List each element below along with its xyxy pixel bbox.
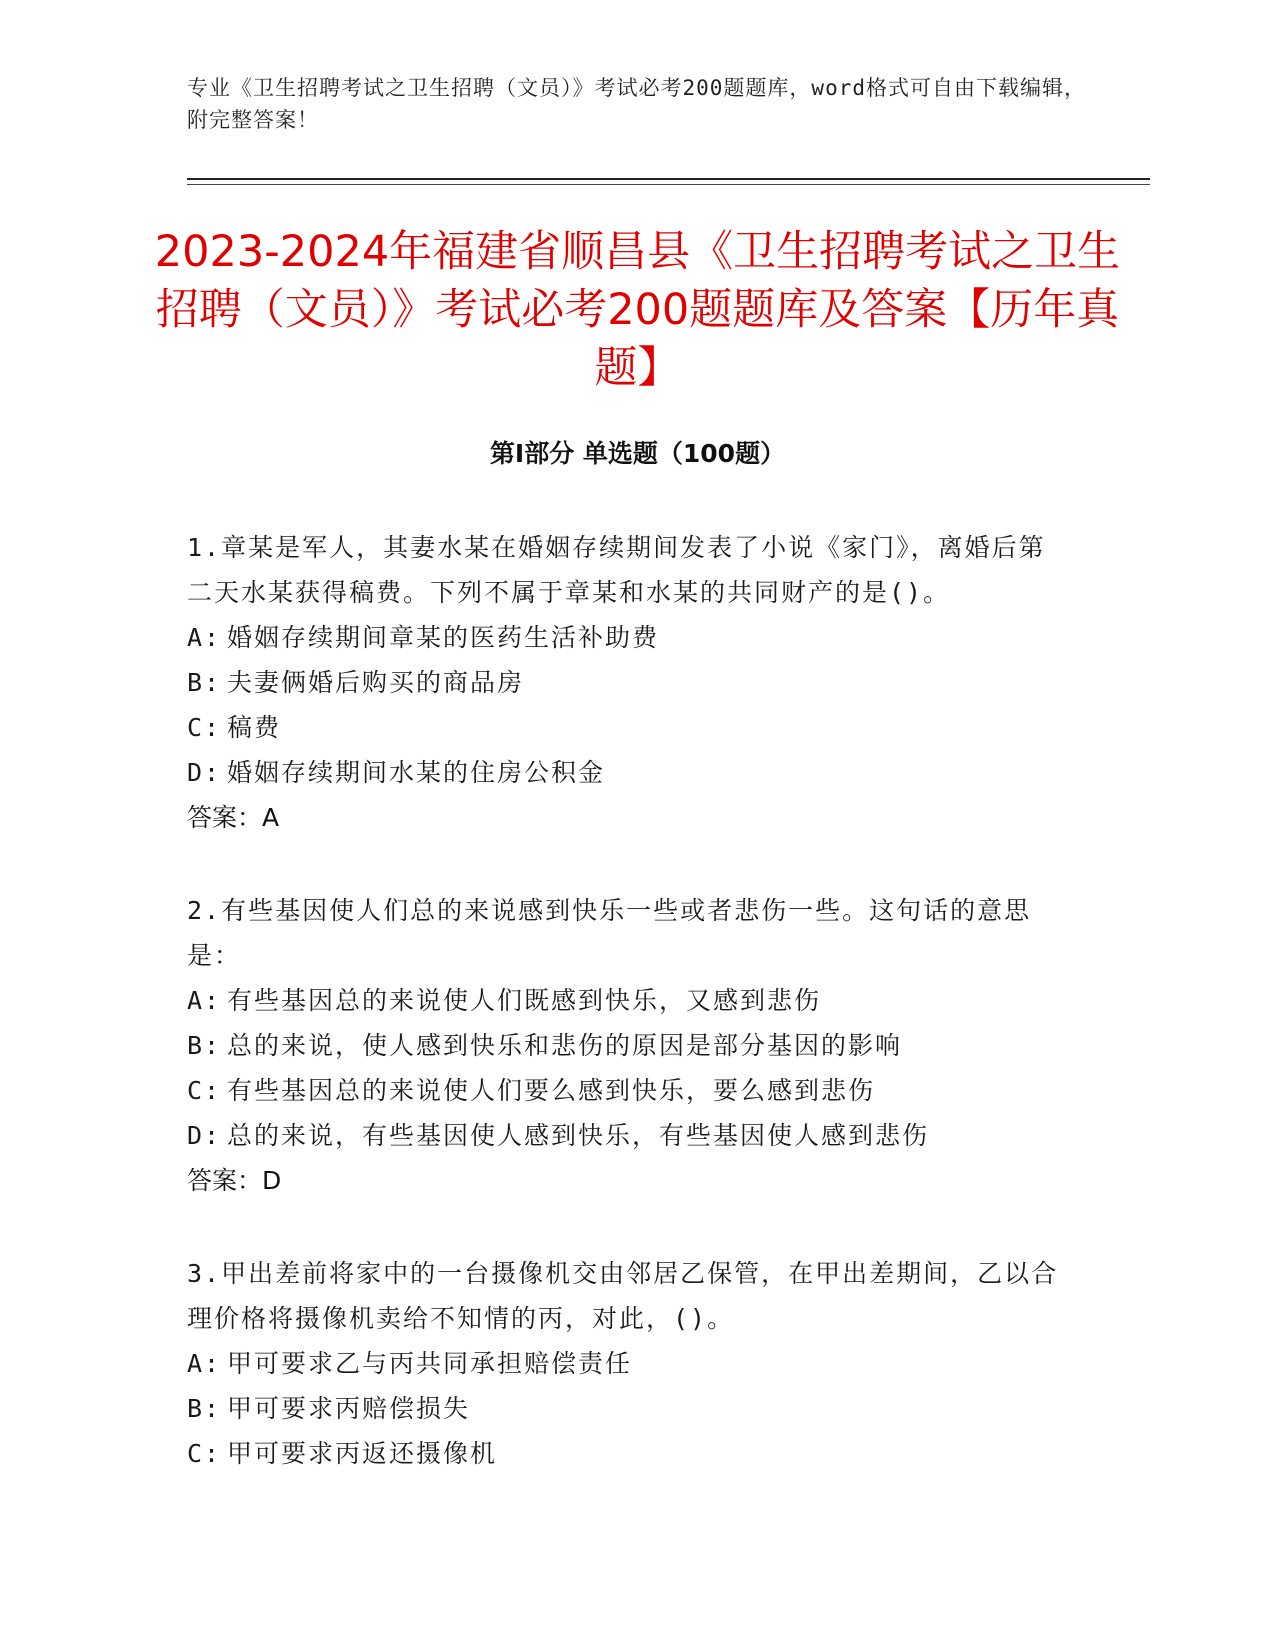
question-2: [187, 888, 1067, 1203]
option-b: [187, 1386, 1067, 1431]
option-key: C:: [187, 1439, 222, 1468]
answer-line: 答案：A: [187, 803, 280, 832]
header-divider-thick: [187, 178, 1150, 180]
option-key: D:: [187, 758, 222, 787]
option-key: B:: [187, 668, 222, 697]
question-1: [187, 525, 1067, 840]
option-key: A:: [187, 986, 222, 1015]
header-divider-thin: [187, 184, 1150, 185]
option-text: 甲可要求乙与丙共同承担赔偿责任: [227, 1349, 633, 1378]
question-stem: 3.甲出差前将家中的一台摄像机交由邻居乙保管，在甲出差期间，乙以合理价格将摄像机卖给不知情的丙，对此，()。: [187, 1259, 1059, 1333]
option-c: [187, 1068, 1067, 1113]
option-text: 甲可要求丙赔偿损失: [227, 1394, 471, 1423]
option-b: [187, 660, 1067, 705]
question-list: [187, 525, 1067, 1524]
option-key: C:: [187, 713, 222, 742]
option-text: 甲可要求丙返还摄像机: [227, 1439, 498, 1468]
option-text: 总的来说，有些基因使人感到快乐，有些基因使人感到悲伤: [227, 1121, 930, 1150]
option-text: 总的来说，使人感到快乐和悲伤的原因是部分基因的影响: [227, 1031, 903, 1060]
section-title: 第Ⅰ部分 单选题（100题）: [489, 439, 786, 468]
option-key: C:: [187, 1076, 222, 1105]
header-note: 专业《卫生招聘考试之卫生招聘（文员）》考试必考200题题库，word格式可自由下载编辑，附完整答案！: [187, 76, 1086, 132]
option-key: B:: [187, 1031, 222, 1060]
option-a: [187, 1341, 1067, 1386]
option-text: 婚姻存续期间章某的医药生活补助费: [227, 623, 660, 652]
question-3: [187, 1251, 1067, 1476]
option-key: D:: [187, 1121, 222, 1150]
document-title: 2023-2024年福建省顺昌县《卫生招聘考试之卫生招聘（文员）》考试必考200题题库及答案【历年真题】: [154, 227, 1121, 393]
option-c: [187, 1431, 1067, 1476]
option-text: 夫妻俩婚后购买的商品房: [227, 668, 525, 697]
answer-line: 答案：D: [187, 1166, 282, 1195]
option-key: A:: [187, 623, 222, 652]
option-a: [187, 615, 1067, 660]
question-stem: 2.有些基因使人们总的来说感到快乐一些或者悲伤一些。这句话的意思是：: [187, 896, 1032, 970]
question-stem: 1.章某是军人，其妻水某在婚姻存续期间发表了小说《家门》，离婚后第二天水某获得稿费。下列不属于章某和水某的共同财产的是()。: [187, 533, 1046, 607]
option-d: [187, 750, 1067, 795]
option-text: 婚姻存续期间水某的住房公积金: [227, 758, 606, 787]
option-b: [187, 1023, 1067, 1068]
option-d: [187, 1113, 1067, 1158]
option-a: [187, 978, 1067, 1023]
option-text: 有些基因总的来说使人们既感到快乐，又感到悲伤: [227, 986, 822, 1015]
option-key: A:: [187, 1349, 222, 1378]
option-text: 稿费: [227, 713, 282, 742]
option-c: [187, 705, 1067, 750]
option-key: B:: [187, 1394, 222, 1423]
option-text: 有些基因总的来说使人们要么感到快乐，要么感到悲伤: [227, 1076, 876, 1105]
